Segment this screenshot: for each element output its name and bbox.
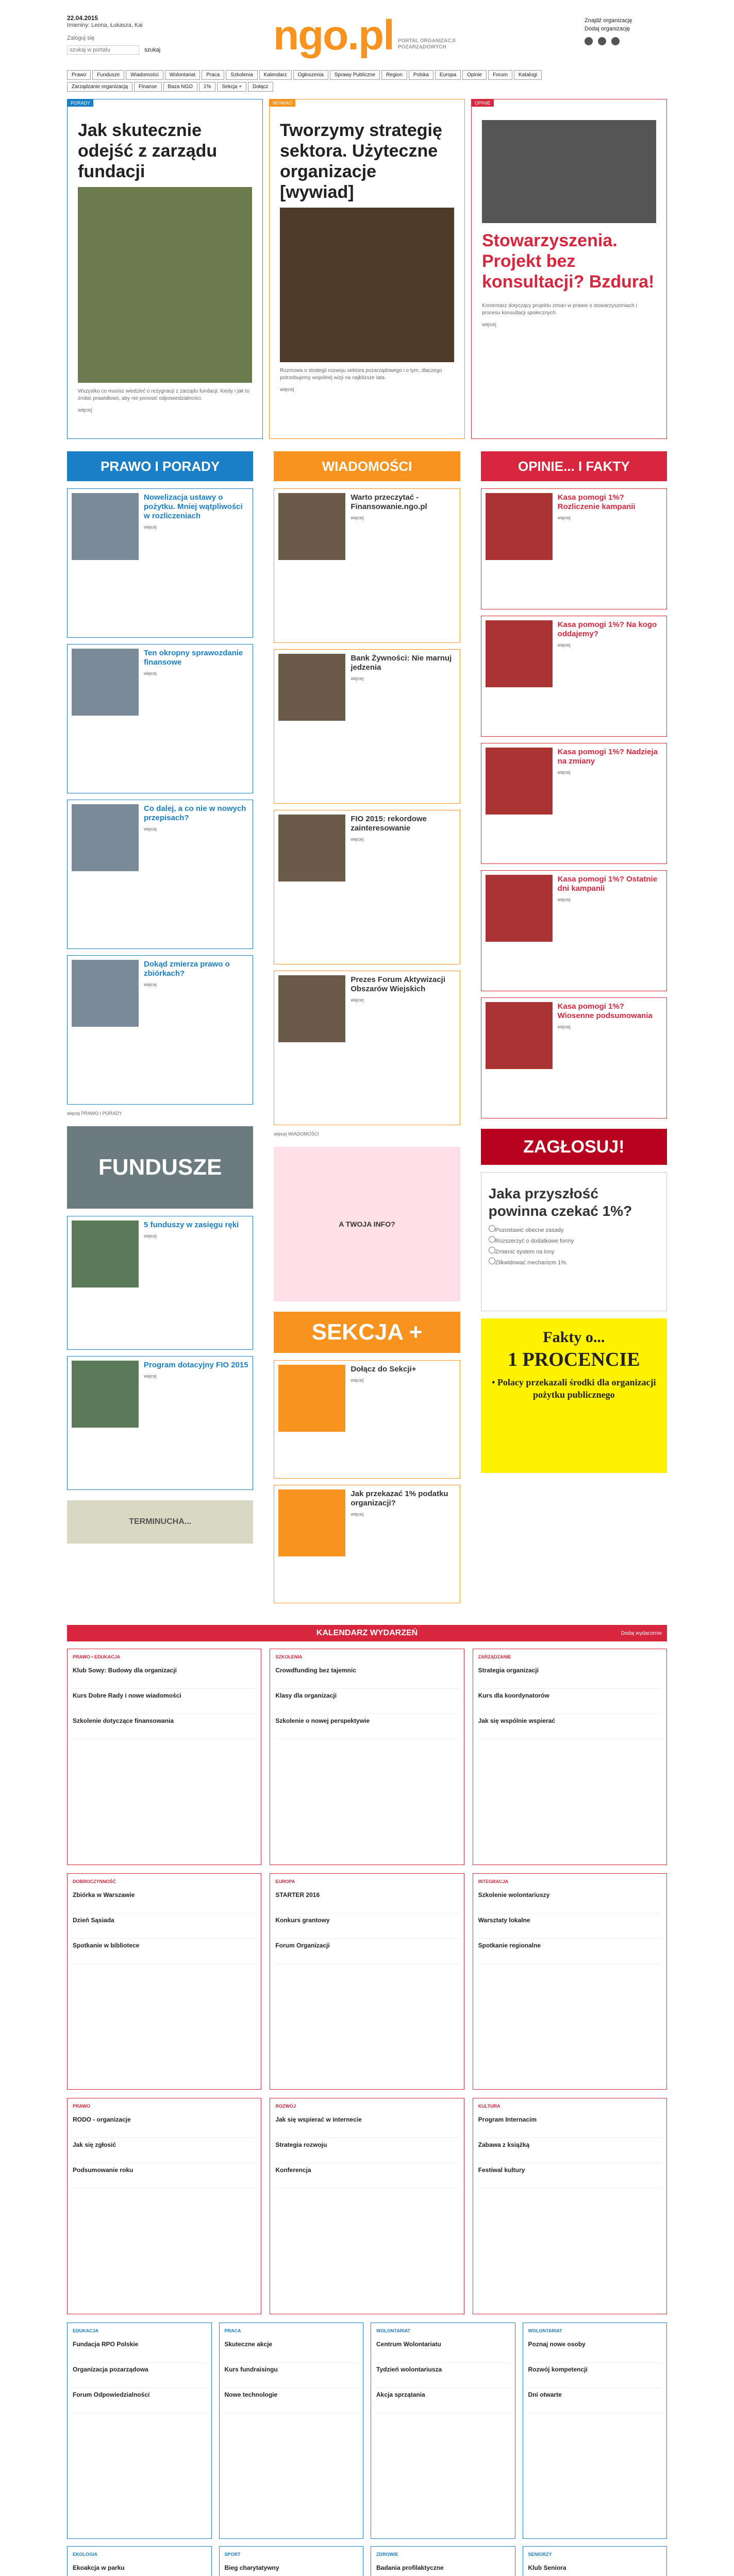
calendar-event[interactable] (376, 2337, 510, 2363)
article-thumbnail (278, 493, 345, 560)
calendar-event[interactable] (73, 1714, 256, 1739)
calendar-category: KULTURA (478, 2104, 501, 2109)
calendar-category: PRACA (224, 2328, 241, 2333)
calendar-box (67, 2098, 261, 2314)
article-title[interactable]: Dołącz do Sekcji+ (351, 1365, 416, 1374)
article-title[interactable]: Ten okropny sprawozdanie finansowe (144, 649, 243, 667)
article-title[interactable]: Jak przekazać 1% podatku organizacji? (351, 1489, 448, 1507)
calendar-event[interactable] (275, 2113, 458, 2138)
social-icons (585, 37, 667, 45)
calendar-box (219, 2323, 364, 2539)
calendar-event[interactable] (225, 2388, 358, 2413)
nav-item[interactable]: Fundusze (92, 70, 124, 80)
article-card[interactable] (481, 488, 667, 609)
article-thumbnail (278, 1365, 345, 1432)
facts-box[interactable] (481, 1318, 667, 1473)
calendar-event[interactable] (275, 1689, 458, 1714)
calendar-event[interactable] (275, 1714, 458, 1739)
article-card[interactable] (274, 1360, 460, 1479)
calendar-event[interactable] (528, 2363, 662, 2388)
event-title[interactable]: Spotkanie regionalne (478, 1942, 541, 1949)
poll (481, 1172, 667, 1311)
article-title[interactable]: Prezes Forum Aktywizacji Obszarów Wiejskich (351, 975, 446, 993)
calendar-category: ROZWÓJ (275, 2104, 296, 2109)
logo-text: ngo.pl (273, 12, 394, 59)
article-thumbnail (72, 649, 139, 716)
secondary-nav (67, 82, 667, 92)
more-link[interactable]: więcej (144, 524, 157, 530)
twitter-icon[interactable] (598, 37, 606, 45)
poll-radio[interactable] (489, 1247, 495, 1253)
poll-option-label: Zmienić system na inny (495, 1249, 555, 1255)
nav-item[interactable]: Ogłoszenia (293, 70, 328, 80)
calendar-category: WOLONTARIAT (376, 2328, 411, 2333)
poll-option[interactable] (489, 1225, 659, 1233)
calendar-event[interactable] (73, 2113, 256, 2138)
event-title[interactable]: Tydzień wolontariusza (376, 2366, 442, 2373)
your-info-box[interactable]: A TWOJA INFO? (274, 1147, 460, 1301)
calendar-event[interactable] (275, 2138, 458, 2163)
event-title[interactable]: RODO - organizacje (73, 2116, 131, 2123)
calendar-event[interactable] (478, 2138, 661, 2163)
calendar-event[interactable] (225, 2561, 358, 2576)
calendar-event[interactable] (73, 2337, 206, 2363)
calendar-grid-2 (67, 2323, 667, 2576)
add-event-link[interactable]: Dodaj wydarzenie (621, 1630, 662, 1636)
more-link[interactable]: więcej (144, 671, 157, 676)
article-title[interactable]: FIO 2015: rekordowe zainteresowanie (351, 815, 427, 833)
article-thumbnail (278, 815, 345, 882)
story-text: Wszystko co musisz wiedzieć o rezygnacji z zarządu fundacji. Kiedy i jak to zrobić prawidłowo, aby nie ponosić odpowiedzialności. (78, 388, 249, 401)
event-title[interactable]: Kurs fundraisingu (224, 2366, 278, 2373)
event-title[interactable]: Akcja sprzątania (376, 2391, 425, 2398)
more-law-link[interactable]: więcej PRAWO I PORADY (67, 1111, 122, 1116)
facebook-icon[interactable] (585, 37, 593, 45)
vote-banner[interactable]: ZAGŁOSUJ! (481, 1129, 667, 1165)
facts-text: • Polacy przekazali środki dla organizacji pożytku publicznego (492, 1377, 656, 1400)
event-title[interactable]: Fundacja RPO Polskie (73, 2341, 139, 2348)
story-title[interactable]: Jak skutecznie odejść z zarządu fundacji (78, 121, 218, 181)
article-card[interactable] (481, 997, 667, 1118)
calendar-event[interactable] (376, 2388, 510, 2413)
article-card[interactable] (67, 955, 253, 1105)
calendar-title: KALENDARZ WYDARZEŃ (316, 1629, 418, 1637)
event-title[interactable]: Program Internacim (478, 2116, 537, 2123)
article-title[interactable]: Co dalej, a co nie w nowych przepisach? (144, 804, 246, 822)
calendar-category: PRAWO • EDUKACJA (73, 1654, 121, 1659)
article-thumbnail (486, 875, 553, 942)
event-title[interactable]: Poznaj nowe osoby (528, 2341, 586, 2348)
calendar-category: EUROPA (275, 1879, 295, 1884)
event-title[interactable]: Crowdfunding bez tajemnic (275, 1667, 356, 1674)
event-title[interactable]: Zbiórka w Warszawie (73, 1891, 135, 1899)
nav-item[interactable]: Opinie (462, 70, 487, 80)
more-link[interactable]: więcej (482, 322, 496, 328)
search-input[interactable] (67, 45, 139, 55)
calendar-event[interactable] (478, 1689, 661, 1714)
article-title[interactable]: Kasa pomogi 1%? Ostatnie dni kampanii (557, 875, 658, 893)
article-card[interactable] (67, 644, 253, 793)
calendar-box (473, 1873, 667, 2090)
nav2-item[interactable]: Zarządzanie organizacją (67, 82, 132, 92)
more-link[interactable]: więcej (351, 1378, 364, 1383)
poll-option[interactable] (489, 1258, 659, 1266)
calendar-box (371, 2546, 515, 2576)
event-title[interactable]: Organizacja pozarządowa (73, 2366, 148, 2373)
event-title[interactable]: Badania profilaktyczne (376, 2564, 444, 2571)
nav-item[interactable]: Wolontariat (165, 70, 200, 80)
calendar-grid (67, 1649, 667, 2314)
calendar-event[interactable] (73, 2388, 206, 2413)
article-card[interactable] (67, 800, 253, 949)
calendar-event[interactable] (73, 1689, 256, 1714)
article-title[interactable]: Bank Żywności: Nie marnuj jedzenia (351, 654, 452, 672)
event-title[interactable]: Strategia rozwoju (275, 2141, 327, 2148)
calendar-box (270, 1649, 464, 1865)
calendar-event[interactable] (73, 2138, 256, 2163)
event-title[interactable]: Klub Sowy: Budowy dla organizacji (73, 1667, 177, 1674)
more-link[interactable]: więcej (557, 770, 571, 775)
nav2-item[interactable]: Dołącz (248, 82, 273, 92)
nav-item[interactable]: Wiadomości (126, 70, 163, 80)
event-title[interactable]: Klasy dla organizacji (275, 1692, 337, 1699)
content (67, 10, 667, 2576)
article-title[interactable]: Dokąd zmierza prawo o zbiórkach? (144, 960, 230, 978)
calendar-category: EDUKACJA (73, 2328, 99, 2333)
find-org-link[interactable]: Znajdź organizację (585, 18, 632, 24)
event-title[interactable]: Kurs dla koordynatorów (478, 1692, 549, 1699)
top-story-1[interactable] (67, 99, 263, 439)
calendar-event[interactable] (275, 1913, 458, 1939)
article-card[interactable] (481, 870, 667, 991)
termin-banner[interactable]: TERMINUCHA... (67, 1500, 253, 1544)
article-title[interactable]: Kasa pomogi 1%? Rozliczenie kampanii (557, 493, 636, 511)
article-title[interactable]: Warto przeczytać - Finansowanie.ngo.pl (351, 493, 427, 511)
nav-item[interactable]: Polska (409, 70, 433, 80)
more-link[interactable]: więcej (351, 676, 364, 681)
logo[interactable] (273, 10, 460, 57)
article-card[interactable] (481, 616, 667, 737)
calendar-event[interactable] (275, 1888, 458, 1913)
more-link[interactable]: więcej (78, 408, 92, 413)
date: 22.04.2015 (67, 14, 98, 22)
story-image (78, 187, 252, 383)
calendar-event[interactable] (528, 2561, 662, 2576)
calendar-event[interactable] (73, 1664, 256, 1689)
article-title[interactable]: Kasa pomogi 1%? Nadzieja na zmiany (557, 748, 658, 766)
poll-option-label: Zlikwidować mechanizm 1% (495, 1260, 566, 1266)
event-title[interactable]: Szkolenie o nowej perspektywie (275, 1717, 370, 1724)
calendar-box (270, 2098, 464, 2314)
calendar-event[interactable] (478, 2163, 661, 2189)
poll-option-label: Pozostawić obecne zasady (495, 1227, 564, 1233)
article-thumbnail (72, 493, 139, 560)
event-title[interactable]: Kurs Dobre Rady i nowe wiadomości (73, 1692, 181, 1699)
event-title[interactable]: Forum Odpowiedzialności (73, 2391, 150, 2398)
calendar-box (270, 1873, 464, 2090)
article-thumbnail (72, 1361, 139, 1428)
more-link[interactable]: więcej (351, 837, 364, 842)
calendar-event[interactable] (528, 2337, 662, 2363)
event-title[interactable]: Ekoakcja w parku (73, 2564, 125, 2571)
article-thumbnail (72, 1221, 139, 1287)
news-column (274, 451, 460, 1609)
calendar-event[interactable] (225, 2363, 358, 2388)
event-title[interactable]: Szkolenie wolontariuszy (478, 1891, 550, 1899)
calendar-box (67, 2546, 212, 2576)
calendar-category: SENIORZY (528, 2552, 552, 2557)
calendar-event[interactable] (275, 1664, 458, 1689)
nav2-item[interactable]: Baza NGO (163, 82, 197, 92)
event-title[interactable]: Bieg charytatywny (224, 2564, 279, 2571)
nav-item[interactable]: Region (381, 70, 407, 80)
nav-item[interactable]: Europa (435, 70, 461, 80)
event-title[interactable]: Skuteczne akcje (224, 2341, 273, 2348)
calendar-event[interactable] (528, 2388, 662, 2413)
article-title[interactable]: 5 funduszy w zasięgu ręki (144, 1221, 239, 1229)
calendar-box (523, 2546, 668, 2576)
calendar-event[interactable] (478, 1714, 661, 1739)
event-title[interactable]: Jak się wspólnie wspierać (478, 1717, 556, 1724)
event-title[interactable]: Centrum Wolontariatu (376, 2341, 441, 2348)
article-thumbnail (486, 493, 553, 560)
opinion-header[interactable]: OPINIE... I FAKTY (481, 451, 667, 481)
article-card[interactable] (274, 1485, 460, 1603)
article-card[interactable] (67, 1356, 253, 1490)
date-block (67, 14, 143, 29)
top-stories (67, 99, 667, 439)
story-label: OPINIE (472, 99, 494, 107)
article-title[interactable]: Kasa pomogi 1%? Wiosenne podsumowania (557, 1002, 653, 1020)
story-title[interactable]: Stowarzyszenia. Projekt bez konsultacji? Bzdura! (482, 231, 655, 292)
calendar-box (371, 2323, 515, 2539)
poll-question: Jaka przyszłość powinna czekać 1%? (488, 1185, 632, 1219)
calendar-event[interactable] (73, 1939, 256, 1964)
search-button[interactable]: szukaj (144, 47, 161, 53)
calendar-category: DOBROCZYNNOŚĆ (73, 1879, 116, 1884)
event-title[interactable]: Jak się wspierać w internecie (275, 2116, 362, 2123)
article-thumbnail (72, 804, 139, 871)
calendar-event[interactable] (376, 2363, 510, 2388)
event-title[interactable]: Strategia organizacji (478, 1667, 539, 1674)
more-link[interactable]: więcej (144, 826, 157, 832)
law-column (67, 451, 253, 1609)
more-link[interactable]: więcej (144, 1374, 157, 1379)
calendar-category: INTEGRACJA (478, 1879, 509, 1884)
calendar-event[interactable] (478, 1888, 661, 1913)
article-thumbnail (278, 1489, 345, 1556)
story-title[interactable]: Tworzymy strategię sektora. Użyteczne organizacje [wywiad] (280, 121, 442, 202)
calendar-category: SZKOLENIA (275, 1654, 303, 1659)
more-link[interactable]: więcej (557, 642, 571, 648)
nav2-item[interactable]: Finanse (134, 82, 162, 92)
event-title[interactable]: Festiwal kultury (478, 2166, 525, 2174)
article-thumbnail (486, 748, 553, 815)
nav-item[interactable]: Szkolenia (226, 70, 257, 80)
event-title[interactable]: Szkolenie dotyczące finansowania (73, 1717, 174, 1724)
calendar-event[interactable] (73, 2163, 256, 2189)
calendar-category: EKOLOGIA (73, 2552, 98, 2557)
article-title[interactable]: Kasa pomogi 1%? Na kogo oddajemy? (557, 620, 657, 638)
article-thumbnail (278, 975, 345, 1042)
header-right (585, 16, 667, 45)
story-image (482, 120, 656, 223)
sekcja-banner[interactable]: SEKCJA + (274, 1312, 460, 1353)
nav-item[interactable]: Praca (202, 70, 224, 80)
calendar-event[interactable] (478, 2113, 661, 2138)
calendar-box (219, 2546, 364, 2576)
opinion-column (481, 451, 667, 1609)
more-link[interactable]: więcej (280, 387, 294, 393)
fundusze-banner[interactable]: FUNDUSZE (67, 1126, 253, 1209)
calendar-category: ZARZĄDZANIE (478, 1654, 511, 1659)
calendar-box (67, 1873, 261, 2090)
story-text: Rozmowa o strategii rozwoju sektora pozarządowego i o tym, dlaczego potrzebujemy wspólnej wizji na najbliższe lata. (280, 368, 442, 381)
more-link[interactable]: więcej (557, 1024, 571, 1029)
story-label: WYWIAD (270, 99, 295, 107)
event-title[interactable]: Spotkanie w bibliotece (73, 1942, 140, 1949)
more-link[interactable]: więcej (144, 1233, 157, 1239)
calendar-event[interactable] (478, 1913, 661, 1939)
article-title[interactable]: Nowelizacja ustawy o pożytku. Mniej wątpliwości w rozliczeniach (144, 493, 243, 520)
event-title[interactable]: Dni otwarte (528, 2391, 562, 2398)
event-title[interactable]: Podsumowanie roku (73, 2166, 134, 2174)
more-link[interactable]: więcej (557, 515, 571, 520)
calendar-event[interactable] (73, 2363, 206, 2388)
article-title[interactable]: Program dotacyjny FIO 2015 (144, 1361, 248, 1369)
story-image (280, 208, 454, 362)
name-day: Imieniny: Leona, Łukasza, Kai (67, 22, 143, 28)
article-thumbnail (72, 960, 139, 1027)
calendar-event[interactable] (73, 2561, 206, 2576)
top-story-3[interactable] (471, 99, 667, 439)
news-header[interactable]: WIADOMOŚCI (274, 451, 460, 481)
poll-radio[interactable] (489, 1236, 495, 1243)
nav-item[interactable]: Sprawy Publiczne (330, 70, 380, 80)
nav-item[interactable]: Forum (488, 70, 512, 80)
calendar-box (473, 1649, 667, 1865)
event-title[interactable]: Jak się zgłosić (73, 2141, 116, 2148)
more-link[interactable]: więcej (557, 897, 571, 902)
poll-radio[interactable] (489, 1258, 495, 1264)
calendar-box (523, 2323, 668, 2539)
calendar-event[interactable] (478, 1664, 661, 1689)
more-link[interactable]: więcej (144, 982, 157, 987)
logo-tagline: PORTAL ORGANIZACJI POZARZĄDOWYCH (397, 38, 456, 50)
article-card[interactable] (274, 649, 460, 804)
calendar-category: ZDROWIE (376, 2552, 398, 2557)
calendar-box (67, 2323, 212, 2539)
event-title[interactable]: Dzień Sąsiada (73, 1917, 114, 1924)
rss-icon[interactable] (611, 37, 620, 45)
calendar-event[interactable] (73, 1913, 256, 1939)
calendar-header (67, 1625, 667, 1641)
poll-option[interactable] (489, 1247, 659, 1255)
article-thumbnail (486, 1002, 553, 1069)
calendar-event[interactable] (376, 2561, 510, 2576)
sections (67, 451, 667, 1609)
event-title[interactable]: Nowe technologie (224, 2391, 278, 2398)
calendar-category: SPORT (224, 2552, 241, 2557)
calendar-category: WOLONTARIAT (528, 2328, 562, 2333)
poll-option-label: Rozszerzyć o dodatkowe formy (495, 1238, 574, 1244)
article-thumbnail (486, 620, 553, 687)
event-title[interactable]: Rozwój kompetencji (528, 2366, 588, 2373)
calendar-event[interactable] (478, 1939, 661, 1964)
article-card[interactable] (67, 1216, 253, 1350)
calendar-box (473, 2098, 667, 2314)
article-thumbnail (278, 654, 345, 721)
article-card[interactable] (274, 971, 460, 1125)
nav2-item[interactable]: Sekcja + (217, 82, 246, 92)
login-link[interactable]: Zaloguj się (67, 35, 95, 41)
add-org-link[interactable]: Dodaj organizację (585, 26, 630, 32)
event-title[interactable]: Konkurs grantowy (275, 1917, 330, 1924)
nav-item[interactable]: Prawo (67, 70, 91, 80)
story-label: PORADY (68, 99, 93, 107)
main-nav (67, 70, 667, 80)
event-title[interactable]: Zabawa z książką (478, 2141, 530, 2148)
calendar-box (67, 1649, 261, 1865)
more-news-link[interactable]: więcej WIADOMOŚCI (274, 1131, 319, 1137)
calendar-category: PRAWO (73, 2104, 91, 2109)
poll-radio[interactable] (489, 1225, 495, 1232)
event-title[interactable]: Warsztaty lokalne (478, 1917, 530, 1924)
header (67, 10, 667, 67)
calendar-event[interactable] (275, 1939, 458, 1964)
nav-item[interactable]: Kalendarz (259, 70, 292, 80)
event-title[interactable]: Klub Seniora (528, 2564, 566, 2571)
more-link[interactable]: więcej (351, 997, 364, 1003)
article-card[interactable] (481, 743, 667, 864)
facts-subtitle: 1 PROCENCIE (508, 1349, 640, 1370)
article-card[interactable] (67, 488, 253, 638)
law-header[interactable]: PRAWO I PORADY (67, 451, 253, 481)
event-title[interactable]: STARTER 2016 (275, 1891, 320, 1899)
poll-option[interactable] (489, 1236, 659, 1244)
calendar-event[interactable] (275, 2163, 458, 2189)
nav2-item[interactable]: 1% (199, 82, 215, 92)
top-story-2[interactable] (269, 99, 465, 439)
event-title[interactable]: Forum Organizacji (275, 1942, 330, 1949)
facts-title: Fakty o... (543, 1329, 605, 1346)
story-text: Komentarz dotyczący projektu zmian w prawie o stowarzyszeniach i procesu konsultacji społecznych. (482, 303, 637, 316)
search-row (67, 45, 160, 55)
article-card[interactable] (274, 488, 460, 643)
more-link[interactable]: więcej (351, 515, 364, 520)
more-link[interactable]: więcej (351, 1512, 364, 1517)
article-card[interactable] (274, 810, 460, 964)
nav-item[interactable]: Katalogi (514, 70, 542, 80)
event-title[interactable]: Konferencja (275, 2166, 311, 2174)
calendar-event[interactable] (73, 1888, 256, 1913)
calendar-event[interactable] (225, 2337, 358, 2363)
